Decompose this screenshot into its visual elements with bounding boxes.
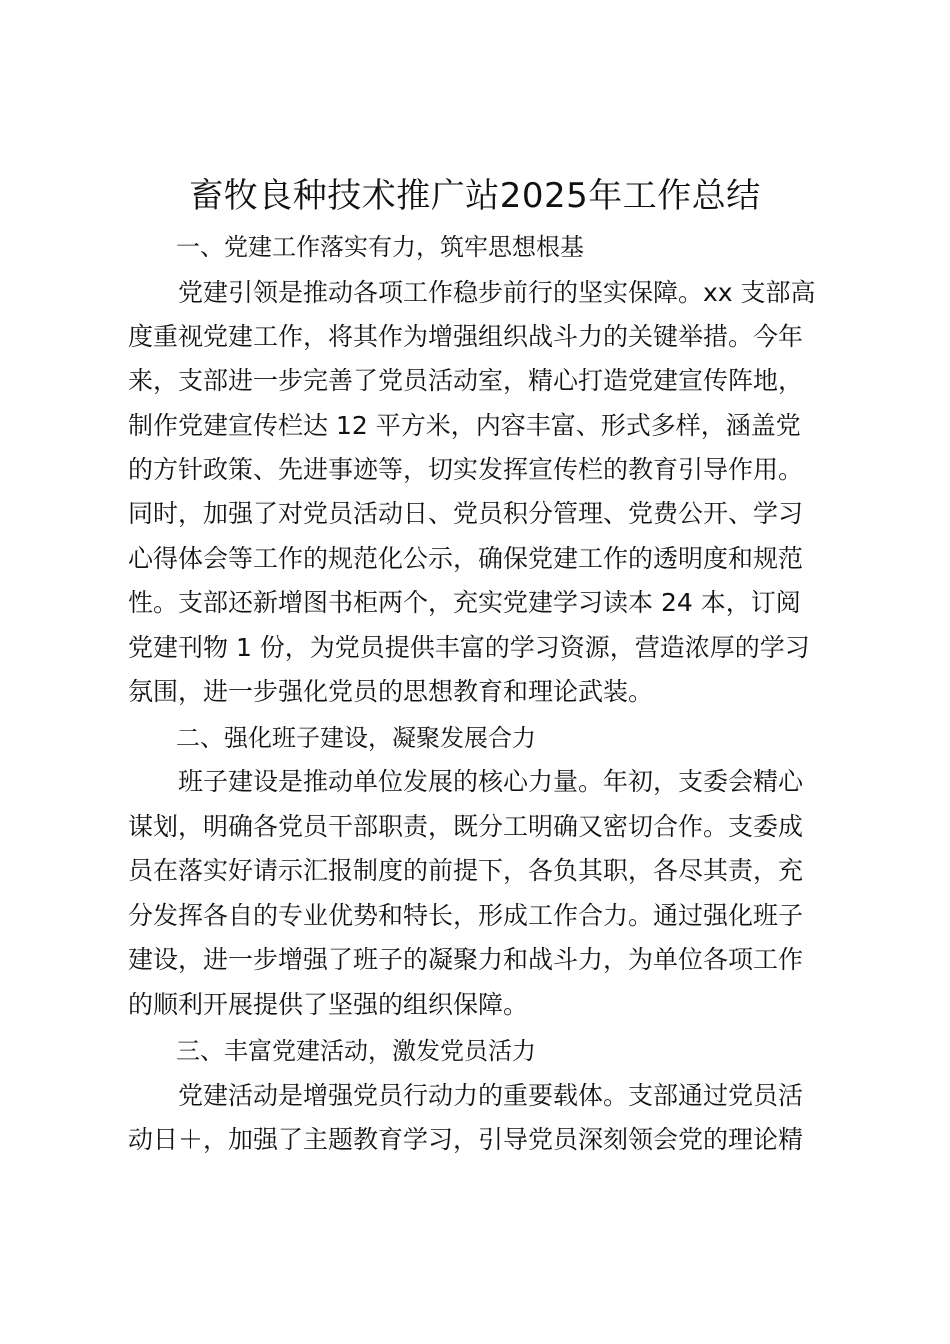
- paragraph-line: 谋划，明确各党员干部职责，既分工明确又密切合作。支委成: [128, 812, 804, 841]
- paragraph-line: 度重视党建工作，将其作为增强组织战斗力的关键举措。今年: [128, 322, 804, 351]
- paragraph-line: 氛围，进一步强化党员的思想教育和理论武装。: [128, 677, 654, 706]
- paragraph-line: 的方针政策、先进事迹等，切实发挥宣传栏的教育引导作用。: [128, 455, 804, 484]
- paragraph-line: 性。支部还新增图书柜两个，充实党建学习读本 24 本，订阅: [128, 588, 801, 617]
- paragraph-line: 员在落实好请示汇报制度的前提下，各负其职，各尽其责，充: [128, 856, 804, 885]
- paragraph-line: 心得体会等工作的规范化公示，确保党建工作的透明度和规范: [128, 544, 804, 573]
- paragraph-line: 同时，加强了对党员活动日、党员积分管理、党费公开、学习: [128, 499, 804, 528]
- section-heading: 三、丰富党建活动，激发党员活力: [176, 1037, 536, 1065]
- paragraph-line: 班子建设是推动单位发展的核心力量。年初，支委会精心: [178, 767, 804, 796]
- section-heading: 二、强化班子建设，凝聚发展合力: [176, 724, 536, 752]
- paragraph-line: 制作党建宣传栏达 12 平方米，内容丰富、形式多样，涵盖党: [128, 411, 801, 440]
- paragraph-line: 分发挥各自的专业优势和特长，形成工作合力。通过强化班子: [128, 901, 804, 930]
- paragraph-line: 党建引领是推动各项工作稳步前行的坚实保障。xx 支部高: [178, 278, 816, 307]
- paragraph-line: 建设，进一步增强了班子的凝聚力和战斗力，为单位各项工作: [128, 945, 804, 974]
- paragraph-line: 动日＋，加强了主题教育学习，引导党员深刻领会党的理论精: [128, 1125, 804, 1154]
- paragraph-line: 党建刊物 1 份，为党员提供丰富的学习资源，营造浓厚的学习: [128, 633, 810, 662]
- section-heading: 一、党建工作落实有力，筑牢思想根基: [176, 233, 584, 261]
- paragraph-line: 来，支部进一步完善了党员活动室，精心打造党建宣传阵地，: [128, 366, 804, 395]
- paragraph-line: 党建活动是增强党员行动力的重要载体。支部通过党员活: [178, 1081, 804, 1110]
- paragraph-line: 的顺利开展提供了坚强的组织保障。: [128, 990, 529, 1019]
- document-title: 畜牧良种技术推广站2025年工作总结: [189, 176, 761, 216]
